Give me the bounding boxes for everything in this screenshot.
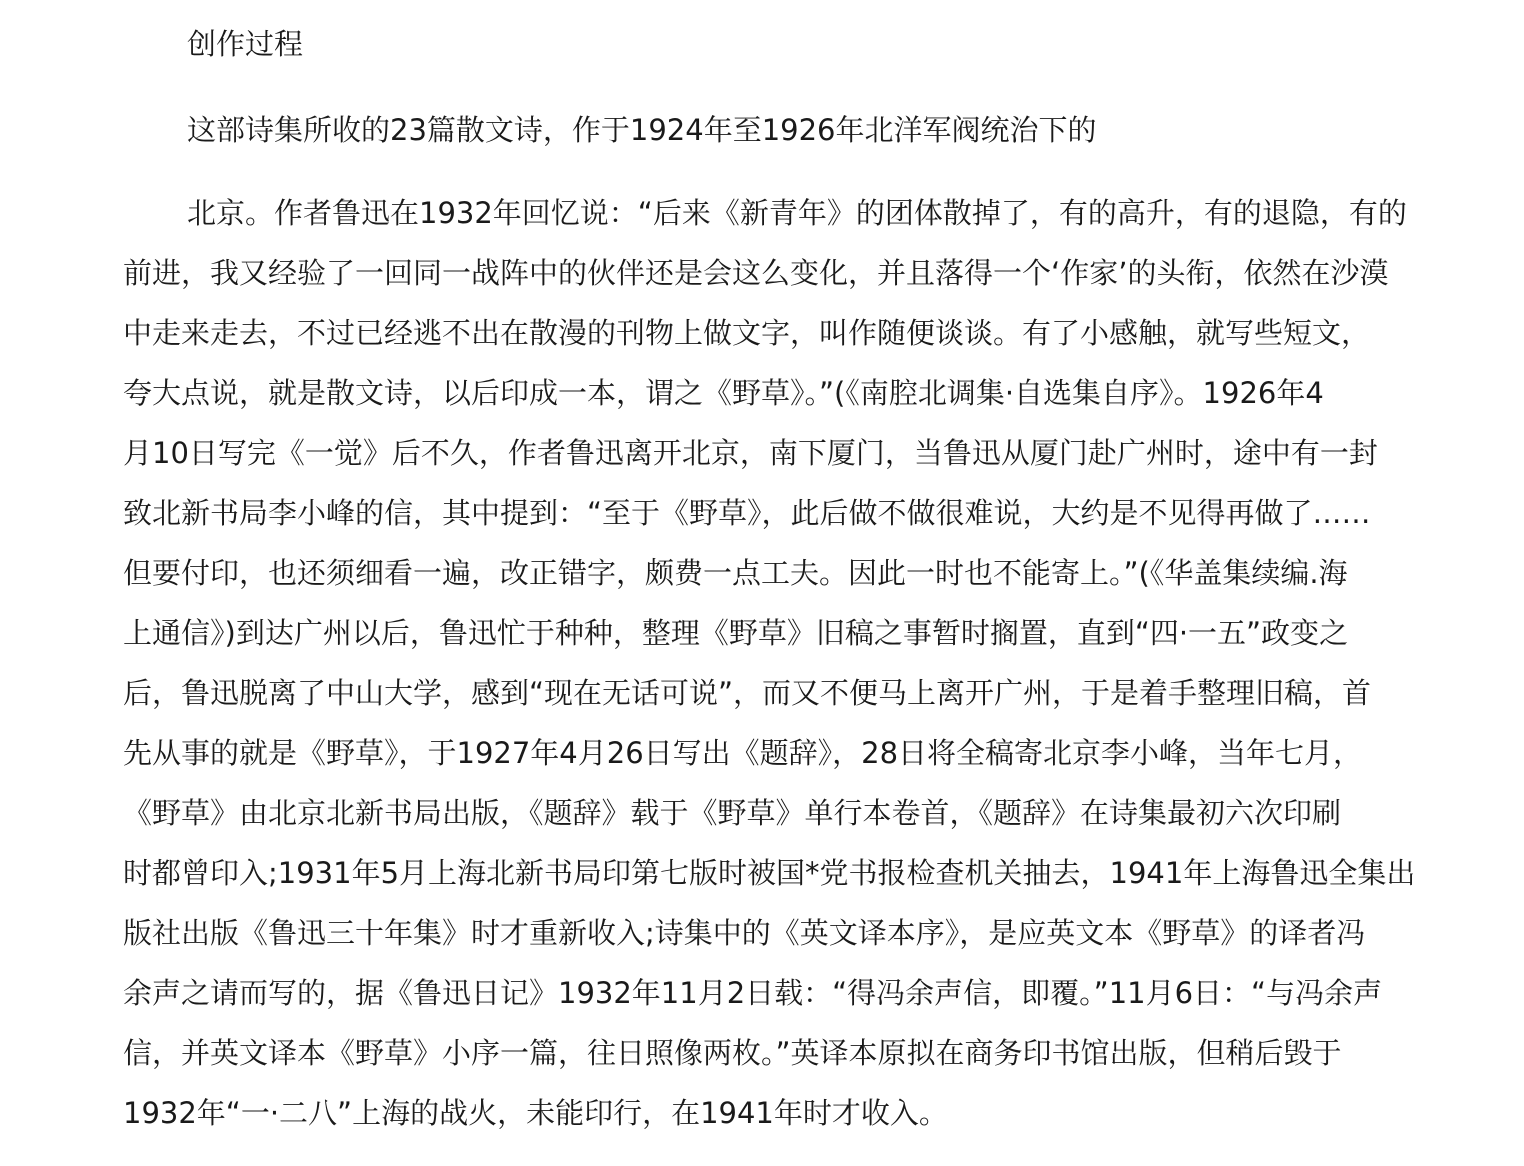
body-line: 北京。作者鲁迅在1932年回忆说：“后来《新青年》的团体散掉了，有的高升，有的退隐，有的 bbox=[187, 196, 1407, 230]
body-line: 上通信》)到达广州以后，鲁迅忙于种种，整理《野草》旧稿之事暂时搁置，直到“四·一五”政变之 bbox=[123, 616, 1349, 650]
body-line: 致北新书局李小峰的信，其中提到：“至于《野草》，此后做不做很难说，大约是不见得再做了…… bbox=[123, 496, 1371, 530]
body-line: 先从事的就是《野草》，于1927年4月26日写出《题辞》，28日将全稿寄北京李小峰，当年七月， bbox=[123, 736, 1363, 770]
body-line: 夸大点说，就是散文诗，以后印成一本，谓之《野草》。”(《南腔北调集·自选集自序》。1926年4 bbox=[123, 376, 1324, 410]
body-line: 月10日写完《一觉》后不久，作者鲁迅离开北京，南下厦门，当鲁迅从厦门赴广州时，途中有一封 bbox=[123, 436, 1378, 470]
body-line: 时都曾印入;1931年5月上海北新书局印第七版时被国*党书报检查机关抽去，1941年上海鲁迅全集出 bbox=[123, 856, 1416, 890]
body-line: 但要付印，也还须细看一遍，改正错字，颇费一点工夫。因此一时也不能寄上。”(《华盖集续编.海 bbox=[123, 556, 1348, 590]
body-line: 《野草》由北京北新书局出版，《题辞》载于《野草》单行本卷首，《题辞》在诗集最初六次印刷 bbox=[123, 796, 1342, 830]
section-heading: 创作过程 bbox=[187, 27, 304, 61]
body-line: 版社出版《鲁迅三十年集》时才重新收入;诗集中的《英文译本序》，是应英文本《野草》的译者冯 bbox=[123, 916, 1366, 950]
body-line: 1932年“一·二八”上海的战火，未能印行，在1941年时才收入。 bbox=[123, 1096, 948, 1130]
body-line: 余声之请而写的，据《鲁迅日记》1932年11月2日载：“得冯余声信，即覆。”11月6日：“与冯余声 bbox=[123, 976, 1383, 1010]
body-line: 中走来走去，不过已经逃不出在散漫的刊物上做文字，叫作随便谈谈。有了小感触，就写些短文， bbox=[123, 316, 1371, 350]
body-line: 后，鲁迅脱离了中山大学，感到“现在无话可说”，而又不便马上离开广州，于是着手整理旧稿，首 bbox=[123, 676, 1372, 710]
intro-paragraph-line: 这部诗集所收的23篇散文诗，作于1924年至1926年北洋军阀统治下的 bbox=[187, 113, 1097, 147]
body-line: 信，并英文译本《野草》小序一篇，往日照像两枚。”英译本原拟在商务印书馆出版，但稍后毁于 bbox=[123, 1036, 1342, 1070]
body-line: 前进，我又经验了一回同一战阵中的伙伴还是会这么变化，并且落得一个‘作家’的头衔，依然在沙漠 bbox=[123, 256, 1389, 290]
